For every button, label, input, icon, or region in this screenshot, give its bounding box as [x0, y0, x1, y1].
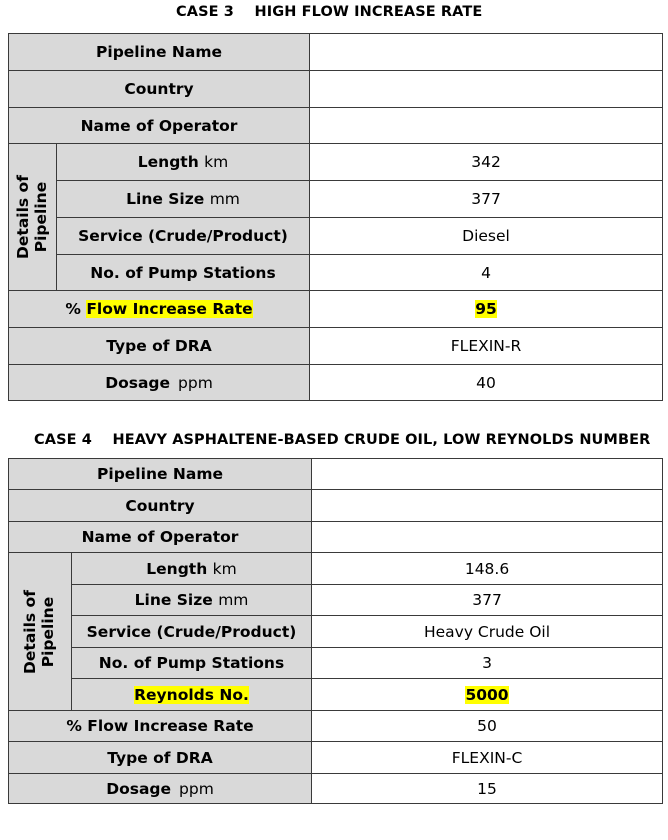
case4-details-side-label	[9, 553, 72, 711]
case3-line-size-label: Line Size mm	[57, 181, 310, 218]
case3-title: CASE 3 HIGH FLOW INCREASE RATE	[176, 4, 483, 20]
case3-side-line-2: Pipeline	[31, 181, 50, 253]
case3-dra-type-value: FLEXIN-R	[310, 328, 663, 365]
case3-pump-stations-value: 4	[310, 255, 663, 291]
case4-operator-value	[312, 522, 663, 553]
case3-side-line-1: Details of	[13, 175, 32, 259]
case3-table	[8, 33, 663, 401]
case4-dra-type-value: FLEXIN-C	[312, 742, 663, 774]
case3-service-label: Service (Crude/Product)	[57, 218, 310, 255]
case3-dra-type-label: Type of DRA	[9, 328, 310, 365]
case3-length-value: 342	[310, 144, 663, 181]
case3-length-label: Length km	[57, 144, 310, 181]
case4-pipeline-name-label: Pipeline Name	[9, 459, 312, 490]
case3-flow-increase-label: % Flow Increase Rate	[9, 291, 310, 328]
case4-service-value: Heavy Crude Oil	[312, 616, 663, 648]
case3-length-unit: km	[204, 153, 229, 171]
case3-dosage-label: Dosage ppm	[9, 365, 310, 401]
case4-reynolds-label	[72, 679, 312, 711]
case3-line-size-value: 377	[310, 181, 663, 218]
case4-length-value: 148.6	[312, 553, 663, 585]
case3-pipeline-name-value	[310, 34, 663, 71]
case3-details-side-label	[9, 144, 57, 291]
case4-service-label: Service (Crude/Product)	[72, 616, 312, 648]
case3-country-label: Country	[9, 71, 310, 108]
case4-length-label: Length km	[72, 553, 312, 585]
case4-reynolds-highlight: Reynolds No.	[134, 685, 249, 704]
case4-side-line-2: Pipeline	[39, 596, 57, 667]
case4-country-value	[312, 490, 663, 522]
case4-line-size-unit: mm	[218, 591, 249, 609]
case4-side-line-1: Details of	[21, 589, 40, 674]
case4-pump-stations-label: No. of Pump Stations	[72, 648, 312, 679]
case3-dosage-value: 40	[310, 365, 663, 401]
case3-dosage-unit: ppm	[178, 373, 213, 392]
case4-flow-increase-value: 50	[312, 711, 663, 742]
case3-operator-label: Name of Operator	[9, 108, 310, 144]
case4-flow-increase-label: % Flow Increase Rate	[9, 711, 312, 742]
case3-pump-stations-label: No. of Pump Stations	[57, 255, 310, 291]
case4-length-unit: km	[212, 559, 237, 578]
case3-operator-value	[310, 108, 663, 144]
case4-pump-stations-value: 3	[312, 648, 663, 679]
case3-flow-increase-highlight: Flow Increase Rate	[86, 300, 253, 318]
case4-line-size-value: 377	[312, 585, 663, 616]
case4-title: CASE 4 HEAVY ASPHALTENE-BASED CRUDE OIL, LOW REYNOLDS NUMBER	[34, 432, 651, 448]
case4-country-label: Country	[9, 490, 312, 522]
case3-flow-increase-value	[310, 291, 663, 328]
case4-reynolds-value	[312, 679, 663, 711]
case3-pipeline-name-label: Pipeline Name	[9, 34, 310, 71]
case4-dosage-label: Dosage ppm	[9, 774, 312, 804]
case4-table	[8, 458, 663, 804]
case4-reynolds-number: 5000	[465, 685, 509, 704]
case4-pipeline-name-value	[312, 459, 663, 490]
case3-country-value	[310, 71, 663, 108]
case3-service-value: Diesel	[310, 218, 663, 255]
case4-line-size-label: Line Size mm	[72, 585, 312, 616]
case3-line-size-unit: mm	[209, 190, 240, 208]
case4-dosage-value: 15	[312, 774, 663, 804]
case4-dra-type-label: Type of DRA	[9, 742, 312, 774]
case4-dosage-unit: ppm	[179, 779, 214, 798]
case3-flow-increase-number: 95	[475, 300, 497, 318]
case4-operator-label: Name of Operator	[9, 522, 312, 553]
